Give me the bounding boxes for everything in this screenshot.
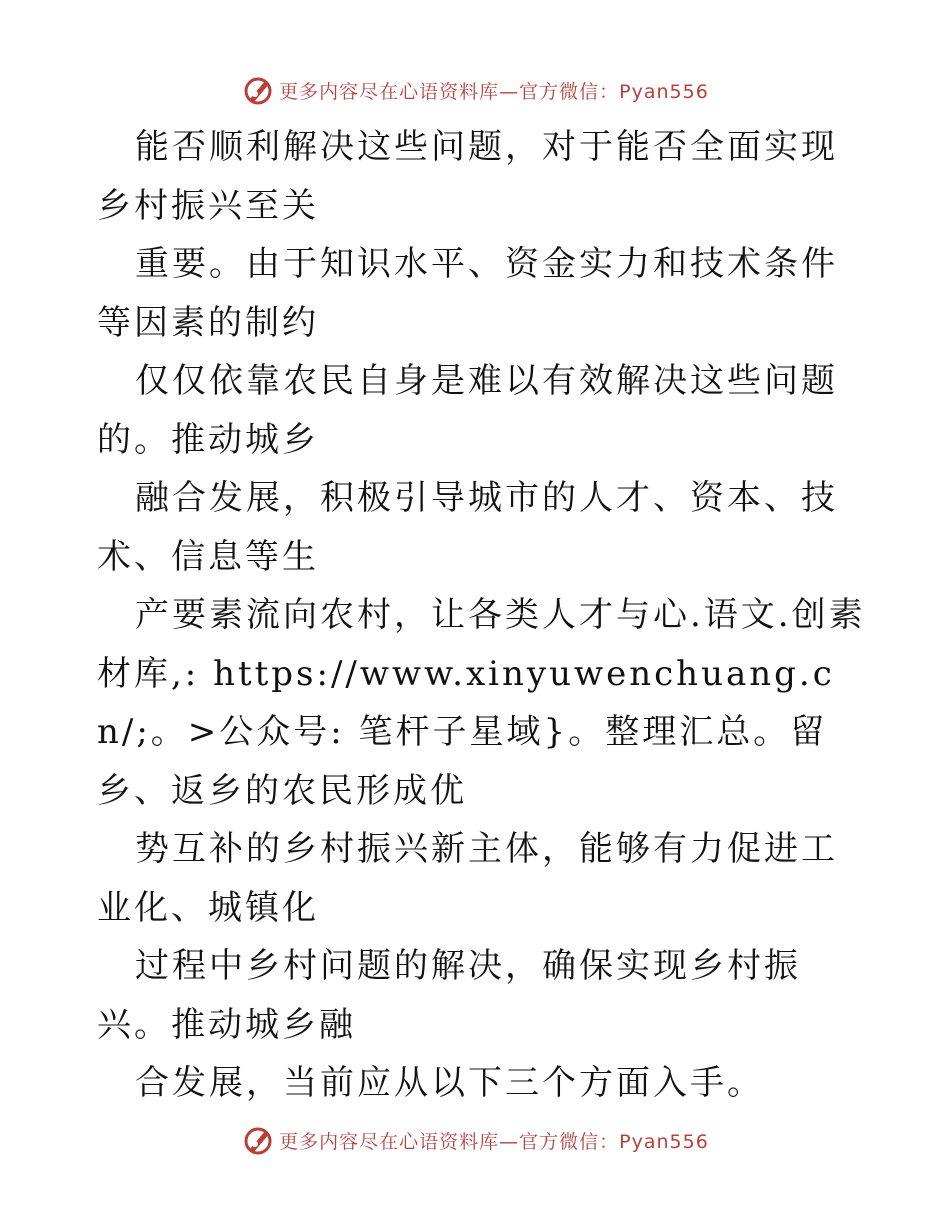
paragraph-8: 合发展，当前应从以下三个方面入手。 — [135, 1063, 764, 1103]
document-body — [97, 118, 867, 1113]
paragraph-1: 能否顺利解决这些问题，对于能否全面实现乡村振兴至关 — [97, 127, 838, 226]
header-watermark — [0, 70, 950, 110]
paragraph-2: 重要。由于知识水平、资金实力和技术条件等因素的制约 — [97, 244, 838, 343]
pen-logo-icon — [241, 1123, 275, 1157]
watermark-text: 更多内容尽在心语资料库—官方微信：Pyan556 — [279, 80, 709, 103]
pen-logo-icon — [241, 73, 275, 107]
paragraph-4: 融合发展，积极引导城市的人才、资本、技术、信息等生 — [97, 478, 838, 577]
paragraph-3: 仅仅依靠农民自身是难以有效解决这些问题的。推动城乡 — [97, 361, 838, 460]
paragraph-7: 过程中乡村问题的解决，确保实现乡村振兴。推动城乡融 — [97, 946, 801, 1045]
watermark-text: 更多内容尽在心语资料库—官方微信：Pyan556 — [279, 1130, 709, 1153]
paragraph-5: 产要素流向农村，让各类人才与心.语文.创素材库,: https://www.xinyuwenchuang.cn/;。>公众号: 笔杆子星域}。整理汇总。留乡、返乡的农民形成优 — [97, 595, 866, 811]
footer-watermark — [0, 1120, 950, 1160]
paragraph-6: 势互补的乡村振兴新主体，能够有力促进工业化、城镇化 — [97, 829, 838, 928]
